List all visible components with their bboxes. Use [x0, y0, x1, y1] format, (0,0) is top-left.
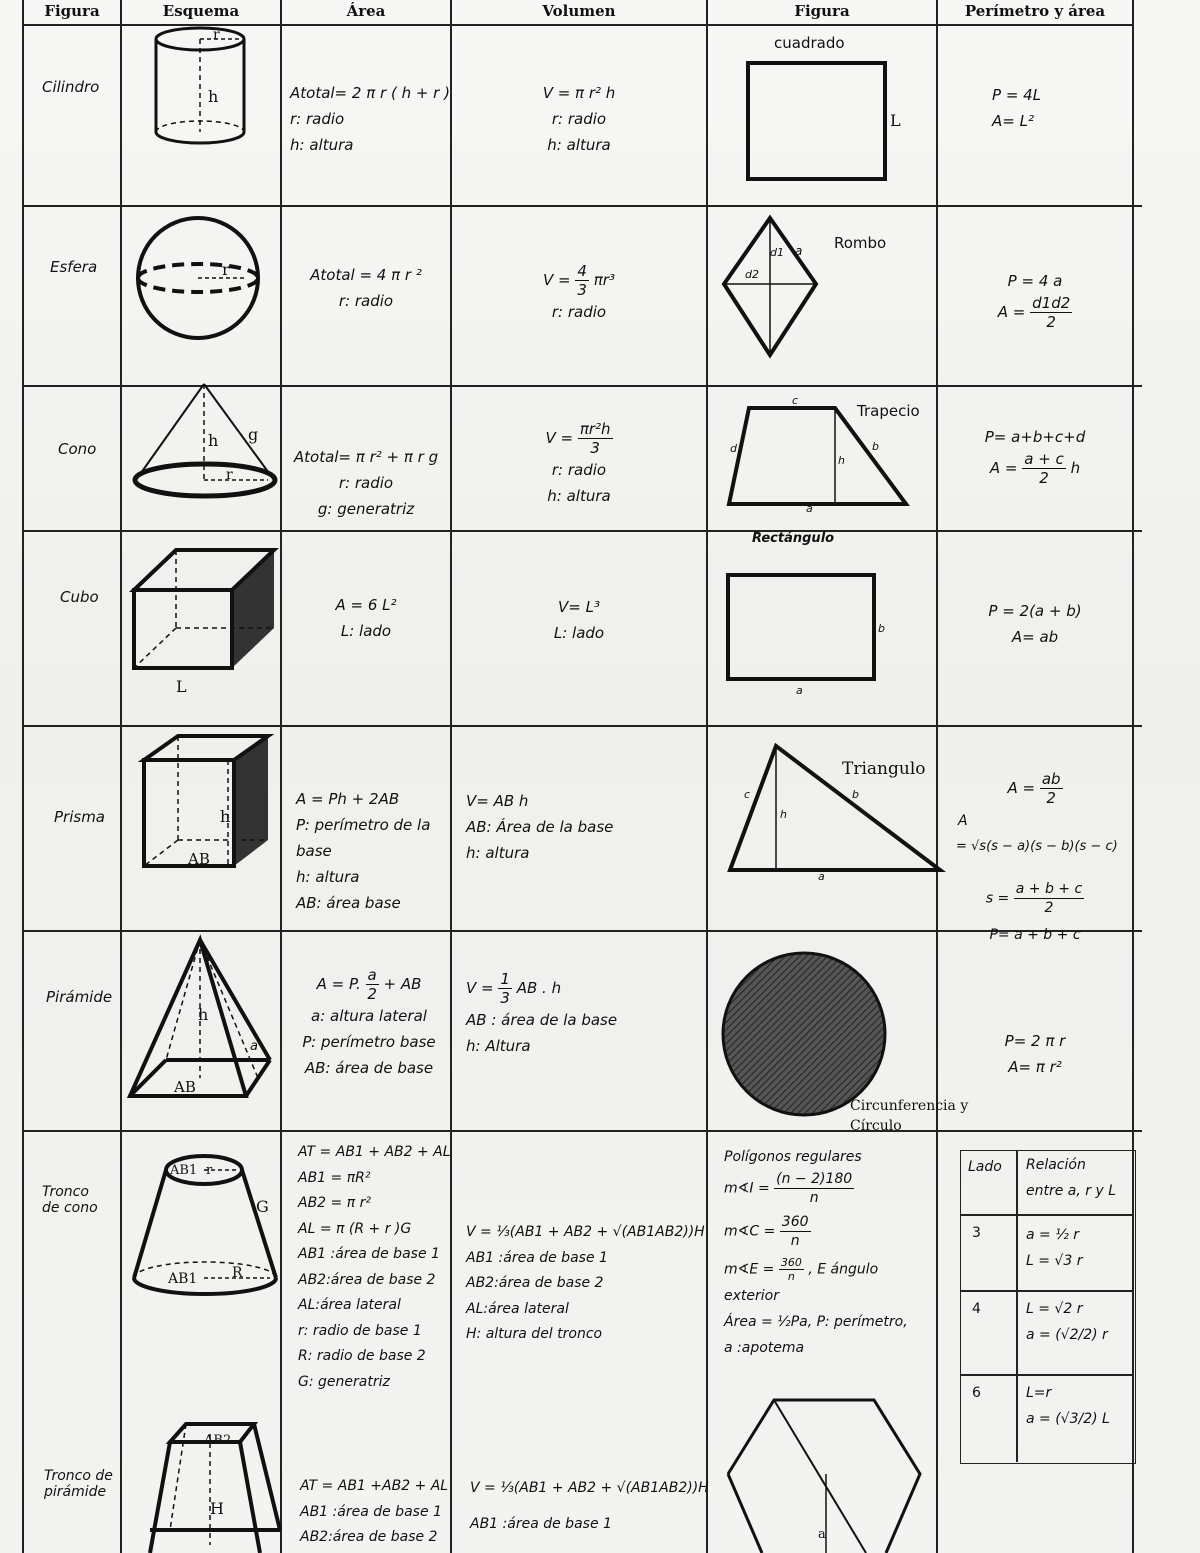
area-note: L: lado	[340, 622, 392, 640]
solid-name-line: pirámide	[44, 1484, 107, 1500]
relation-line: a = ½ r	[1026, 1227, 1079, 1243]
plane-name-rectangulo: Rectángulo	[752, 531, 835, 546]
volume-note: AB: Área de la base	[466, 818, 614, 836]
volume-note: H: altura del tronco	[466, 1326, 603, 1342]
numerator: a + b + c	[1015, 881, 1083, 897]
denominator: 2	[1046, 789, 1056, 807]
trapezoid-label-b: b	[872, 440, 879, 453]
area-formula	[282, 966, 456, 1003]
frustum-pyramid-label-H: H	[210, 1499, 224, 1518]
area-note: R: radio de base 2	[298, 1348, 426, 1364]
area-note: r: radio de base 1	[298, 1322, 422, 1339]
fraction	[1014, 880, 1084, 917]
formula-prefix: A = P.	[316, 975, 361, 993]
formula-prefix: m∢I =	[724, 1180, 770, 1197]
grid-line	[706, 0, 708, 1553]
header-esquema: Esquema	[162, 2, 240, 20]
relation-lado: 6	[972, 1385, 981, 1401]
numerator: πr²h	[579, 420, 611, 438]
cone-label-g: g	[248, 425, 259, 444]
area-formula: A= L²	[992, 112, 1034, 130]
trapezoid-label-h: h	[838, 454, 845, 467]
heron-label: A	[958, 813, 968, 829]
interior-angle-formula	[724, 1170, 908, 1207]
denominator: 3	[577, 281, 587, 299]
perimeter-cuadrado	[992, 82, 1041, 134]
formula-prefix: V =	[543, 271, 571, 289]
denominator: 3	[590, 439, 600, 457]
area-note: AB1 :área de base 1	[298, 1246, 440, 1262]
volume-note: r: radio	[551, 461, 607, 479]
plane-name-triangulo: Triangulo	[842, 759, 926, 779]
plane-name-cuadrado: cuadrado	[774, 34, 845, 52]
numerator: (n − 2)180	[776, 1171, 853, 1187]
area-note: r: radio	[338, 474, 394, 492]
area-triangulo	[938, 770, 1132, 807]
numerator: ab	[1041, 770, 1061, 788]
fraction	[1040, 770, 1063, 807]
volume-formula: V = ⅓(AB1 + AB2 + √(AB1AB2))H	[466, 1224, 705, 1240]
polygon-area-formula: Área = ½Pa, P: perímetro,	[724, 1314, 908, 1330]
area-note: r: radio	[338, 292, 394, 310]
prism-label-h: h	[220, 807, 231, 826]
relation-line: L=r	[1026, 1385, 1052, 1401]
fraction	[366, 966, 379, 1003]
solid-name-line: de cono	[42, 1200, 98, 1216]
rectangle-label-b: b	[878, 622, 885, 635]
formula-suffix: + AB	[383, 975, 422, 993]
plane-name-trapecio: Trapecio	[857, 402, 920, 420]
trapezoid-label-d: d	[730, 442, 737, 455]
perimeter-formula: P= a+b+c+d	[984, 428, 1086, 446]
relation-header-line: Relación	[1026, 1157, 1086, 1173]
area-note: h: altura	[296, 868, 360, 886]
relation-value	[1026, 1380, 1110, 1432]
triangle-label-c: c	[744, 788, 751, 801]
triangle-label-a: a	[818, 870, 825, 883]
volume-cono	[452, 420, 706, 509]
volume-note: r: radio	[551, 110, 607, 128]
area-cilindro	[290, 80, 450, 158]
rhombus-diagram	[720, 214, 820, 359]
perimeter-circulo	[938, 1028, 1132, 1080]
fraction	[498, 970, 512, 1007]
grid-line	[280, 0, 282, 1553]
cone-label-r: r	[226, 467, 233, 483]
solid-name-piramide: Pirámide	[46, 988, 113, 1006]
trapezoid-label-c: c	[792, 394, 799, 407]
trapezoid-label-a: a	[806, 502, 813, 515]
central-angle-formula	[724, 1213, 908, 1250]
relation-header-line: entre a, r y L	[1026, 1183, 1117, 1199]
grid-line	[960, 1214, 1134, 1216]
area-note: AB: área de base	[304, 1059, 434, 1077]
relation-line: a = (√3/2) L	[1026, 1411, 1110, 1427]
numerator: 360	[780, 1256, 802, 1269]
formula-suffix: πr³	[593, 271, 615, 289]
pyramid-label-ab: AB	[174, 1078, 196, 1096]
plane-name-circulo	[850, 1096, 968, 1136]
area-formula: A = Ph + 2AB	[296, 790, 400, 808]
area-formula: AB1 = πR²	[298, 1169, 371, 1186]
fraction	[1022, 450, 1066, 487]
area-note: h: altura	[290, 136, 354, 154]
rectangle-diagram	[725, 572, 877, 682]
cube-label-L: L	[176, 677, 187, 696]
relation-value	[1026, 1296, 1108, 1348]
volume-note: h: altura	[547, 487, 611, 505]
volume-note: AB2:área de base 2	[466, 1275, 604, 1291]
denominator: 3	[500, 989, 510, 1007]
denominator: 2	[1044, 900, 1054, 916]
volume-note: AB1 :área de base 1	[466, 1249, 608, 1266]
perimeter-triangulo: P= a + b + c	[989, 927, 1081, 943]
grid-line	[22, 205, 1142, 207]
frustum-label-r: r	[206, 1163, 213, 1178]
formula-prefix: V =	[545, 429, 574, 447]
grid-line	[1016, 1150, 1018, 1462]
relation-header-relacion	[1026, 1152, 1116, 1204]
perimeter-formula: P = 4L	[992, 86, 1042, 104]
cone-label-h: h	[208, 431, 219, 450]
relation-header-lado: Lado	[968, 1159, 1002, 1175]
area-prisma	[296, 786, 430, 916]
perimeter-formula: P = 4 a	[1007, 272, 1063, 290]
frustum-label-ab1-bottom: AB1	[168, 1271, 198, 1287]
numerator: d1d2	[1032, 294, 1071, 312]
formula-prefix: m∢C =	[724, 1223, 776, 1240]
relation-line: a = (√2/2) r	[1026, 1327, 1108, 1343]
volume-cubo	[452, 594, 706, 646]
header-perimetro-area: Perímetro y área	[964, 2, 1106, 20]
formula-prefix: m∢E =	[724, 1261, 775, 1278]
header-figura: Figura	[44, 2, 100, 20]
pyramid-label-h: h	[198, 1005, 209, 1024]
denominator: 2	[367, 985, 377, 1003]
volume-note: r: radio	[551, 303, 607, 321]
volume-note: h: altura	[547, 136, 611, 154]
grid-line	[960, 1374, 1134, 1376]
heron-formula: = √s(s − a)(s − b)(s − c)	[956, 839, 1118, 854]
denominator: n	[787, 1270, 795, 1283]
volume-formula: V = π r² h	[542, 84, 616, 102]
area-formula: AT = AB1 + AB2 + AL	[298, 1144, 451, 1160]
plane-name-line: Circunferencia y	[850, 1098, 969, 1114]
sphere-diagram	[128, 214, 268, 344]
solid-name-tronco-cono	[42, 1184, 98, 1216]
plane-name-rombo: Rombo	[834, 234, 887, 252]
formula-prefix: V =	[466, 979, 494, 997]
volume-note: AB1 :área de base 1	[470, 1515, 612, 1532]
area-piramide	[282, 966, 456, 1081]
area-note: g: generatriz	[317, 500, 415, 518]
formula-prefix: A =	[1007, 779, 1036, 797]
volume-piramide	[466, 970, 617, 1059]
numerator: 1	[500, 970, 510, 988]
numerator: a + c	[1024, 450, 1064, 468]
denominator: 2	[1046, 313, 1056, 331]
square-diagram	[745, 60, 890, 182]
area-formula: AL = π (R + r )G	[298, 1220, 412, 1237]
grid-line	[960, 1290, 1134, 1292]
formula-suffix: AB . h	[516, 979, 562, 997]
solid-name-cilindro: Cilindro	[42, 78, 100, 96]
volume-formula	[466, 970, 617, 1007]
rhombus-label-d1: d1	[770, 246, 784, 259]
area-esfera	[282, 262, 450, 314]
volume-note: L: lado	[553, 624, 605, 642]
sphere-label-r: r	[222, 260, 230, 279]
volume-esfera	[452, 262, 706, 325]
area-note: r: radio	[290, 110, 345, 128]
cube-diagram	[132, 546, 278, 670]
numerator: 360	[781, 1214, 809, 1230]
relation-line: L = √3 r	[1026, 1253, 1083, 1269]
semiperimeter-formula	[938, 880, 1132, 917]
volume-prisma	[466, 788, 613, 866]
area-formula: A = 6 L²	[335, 596, 397, 614]
area-formula: Atotal= π r² + π r g	[293, 448, 439, 466]
denominator: 2	[1039, 469, 1049, 487]
solid-name-cono: Cono	[58, 440, 97, 458]
square-label-L: L	[890, 111, 901, 130]
polygon-note: a :apotema	[724, 1340, 805, 1356]
formula-suffix: , E ángulo	[808, 1261, 879, 1278]
solid-name-line: Tronco de	[44, 1468, 113, 1484]
volume-tronco-cono	[466, 1220, 705, 1348]
area-note: P: perímetro de la	[296, 816, 431, 834]
pyramid-label-a: a	[250, 1039, 258, 1054]
denominator: n	[809, 1190, 819, 1206]
header-figura-plana: Figura	[794, 2, 850, 20]
triangle-label-h: h	[780, 808, 787, 821]
volume-formula	[452, 262, 706, 299]
solid-name-line: Tronco	[42, 1184, 89, 1200]
fraction	[780, 1213, 811, 1250]
volume-formula: V= AB h	[466, 792, 529, 810]
numerator: 4	[577, 262, 587, 280]
volume-cilindro	[452, 80, 706, 158]
area-tronco-cono	[298, 1140, 451, 1395]
perimeter-formula: P= 2 π r	[1004, 1032, 1066, 1050]
header-volumen: Volumen	[542, 2, 616, 20]
circle-diagram	[720, 950, 888, 1118]
volume-tronco-piramide	[470, 1476, 709, 1537]
frustum-cone-diagram	[130, 1150, 280, 1300]
area-note: AB2:área de base 2	[298, 1271, 436, 1288]
solid-name-tronco-piramide	[44, 1468, 113, 1500]
area-tronco-piramide	[300, 1474, 448, 1551]
volume-note: h: Altura	[466, 1037, 531, 1055]
fraction	[779, 1256, 804, 1283]
volume-formula: V = ⅓(AB1 + AB2 + √(AB1AB2))H	[470, 1480, 709, 1496]
relation-lado: 3	[972, 1225, 981, 1241]
fraction	[774, 1170, 854, 1207]
cylinder-label-h: h	[208, 87, 219, 106]
perimeter-rectangulo	[938, 598, 1132, 650]
fraction	[578, 420, 613, 457]
polygons-title: Polígonos regulares	[724, 1149, 862, 1165]
area-cono	[282, 444, 450, 522]
fraction	[1030, 294, 1072, 331]
prism-label-ab: AB	[188, 850, 210, 868]
perimeter-trapecio	[938, 424, 1132, 487]
volume-formula: V= L³	[558, 598, 600, 616]
plane-name-line: Círculo	[850, 1118, 902, 1134]
solid-name-prisma: Prisma	[54, 808, 105, 826]
formula-prefix: A =	[989, 459, 1018, 477]
exterior-angle-formula	[724, 1256, 908, 1283]
area-note: AL:área lateral	[298, 1297, 401, 1313]
area-cubo	[282, 592, 450, 644]
relation-lado: 4	[972, 1301, 981, 1317]
rectangle-label-a: a	[796, 684, 803, 697]
formula-prefix: s =	[985, 890, 1010, 907]
area-note: AB2:área de base 2	[300, 1529, 438, 1545]
cylinder-label-r: r	[213, 27, 220, 43]
volume-note: AB : área de la base	[466, 1011, 618, 1029]
solid-name-esfera: Esfera	[50, 258, 98, 276]
volume-note: AL:área lateral	[466, 1300, 569, 1317]
area-formula: AB2 = π r²	[298, 1195, 371, 1211]
volume-note: h: altura	[466, 844, 530, 862]
grid-line	[22, 1130, 1142, 1132]
formula-prefix: A =	[997, 303, 1026, 321]
rhombus-label-a: a	[795, 244, 803, 258]
hexagon-label-a: a	[818, 1527, 826, 1542]
frustum-label-G: G	[256, 1197, 269, 1216]
area-formula: A= π r²	[1008, 1058, 1062, 1076]
header-area: Área	[346, 2, 386, 20]
area-formula: Atotal= 2 π r ( h + r )	[290, 84, 450, 102]
solid-name-cubo: Cubo	[60, 588, 99, 606]
volume-formula	[452, 420, 706, 457]
relation-value	[1026, 1222, 1082, 1274]
formula-suffix: h	[1070, 459, 1081, 477]
area-formula	[938, 450, 1132, 487]
perimeter-rombo	[938, 268, 1132, 331]
triangle-label-b: b	[852, 788, 859, 801]
grid-line	[22, 725, 1142, 727]
regular-polygons-formulas	[724, 1144, 908, 1361]
area-formula: AT = AB1 +AB2 + AL	[300, 1478, 449, 1494]
rhombus-label-d2: d2	[745, 268, 759, 281]
grid-line	[22, 0, 24, 1553]
area-formula: Atotal = 4 π r ²	[310, 266, 422, 284]
perimeter-formula: P = 2(a + b)	[988, 602, 1082, 620]
cylinder-diagram	[150, 24, 260, 154]
area-note: G: generatriz	[298, 1373, 390, 1390]
denominator: n	[790, 1233, 800, 1249]
grid-line	[120, 0, 122, 1553]
numerator: a	[367, 966, 377, 984]
area-note: base	[296, 842, 332, 860]
fraction	[575, 262, 589, 299]
frustum-pyramid-label-ab2: AB2	[204, 1433, 232, 1448]
area-note: a: altura lateral	[311, 1007, 427, 1025]
frustum-label-ab1-top: AB1	[170, 1163, 198, 1178]
area-note: P: perímetro base	[302, 1033, 436, 1051]
grid-line	[22, 530, 1142, 532]
frustum-label-R: R	[232, 1265, 243, 1281]
area-formula: A= ab	[1011, 628, 1059, 646]
relation-line: L = √2 r	[1026, 1301, 1083, 1317]
area-formula	[938, 294, 1132, 331]
area-note: AB: área base	[296, 894, 401, 912]
polygon-note: exterior	[724, 1288, 779, 1304]
area-note: AB1 :área de base 1	[300, 1503, 442, 1520]
